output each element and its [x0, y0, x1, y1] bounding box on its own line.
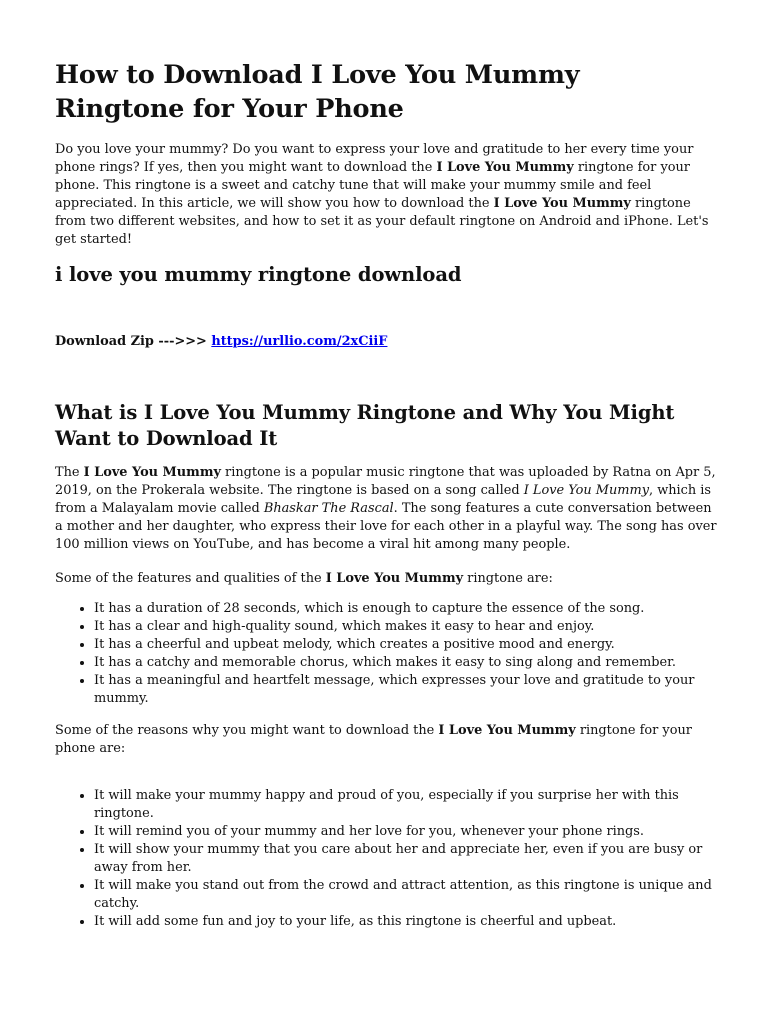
what-is-heading: What is I Love You Mummy Ringtone and Why You Might Want to Download It	[55, 401, 675, 450]
reasons-list	[55, 787, 717, 931]
desc-text-3: , which is from a Malayalam movie called	[55, 483, 712, 516]
intro-text-2: ringtone for your phone. This ringtone is a sweet and catchy tune that will make your mummy smile and feel appreciated. In this article, we will show you how to download the	[55, 160, 690, 211]
features-intro-text-1: Some of the features and qualities of the	[55, 571, 326, 586]
reasons-intro-text-2: ringtone for your phone are:	[55, 723, 692, 756]
reasons-intro-bold: I Love You Mummy	[438, 723, 576, 738]
features-intro-bold: I Love You Mummy	[325, 571, 464, 586]
list-item: • It has a clear and high-quality sound, which makes it easy to hear and enjoy.	[94, 618, 717, 636]
list-item: • It has a catchy and memorable chorus, which makes it easy to sing along and remember.	[94, 654, 717, 672]
intro-text-1: Do you love your mummy? Do you want to express your love and gratitude to her every time your phone rings? If yes, then you might want to download the	[55, 142, 694, 175]
desc-italic-1: I Love You Mummy	[523, 483, 650, 498]
features-intro-text-2: ringtone are:	[463, 571, 553, 586]
reasons-intro	[55, 722, 717, 758]
article	[55, 58, 717, 931]
list-item: • It has a cheerful and upbeat melody, which creates a positive mood and energy.	[94, 636, 717, 654]
list-item: • It has a meaningful and heartfelt message, which expresses your love and gratitude to your mummy.	[94, 672, 717, 708]
list-item: • It has a duration of 28 seconds, which is enough to capture the essence of the song.	[94, 600, 717, 618]
list-item: • It will show your mummy that you care about her and appreciate her, even if you are busy or away from her.	[94, 841, 717, 877]
desc-text-4: . The song features a cute conversation between a mother and her daughter, who express their love for each other in a playful way. The song has over 100 million views on YouTube, and has become a viral hit among many people.	[55, 501, 717, 552]
list-item: • It will make you stand out from the crowd and attract attention, as this ringtone is unique and catchy.	[94, 877, 717, 913]
page-title: How to Download I Love You Mummy Ringtone for Your Phone	[55, 60, 580, 124]
download-label: Download Zip --->>>	[55, 334, 212, 349]
download-link[interactable]: https://urllio.com/2xCiiF	[211, 334, 388, 349]
desc-italic-2: Bhaskar The Rascal	[263, 501, 394, 516]
list-item: • It will remind you of your mummy and her love for you, whenever your phone rings.	[94, 823, 717, 841]
intro-text-3: ringtone from two different websites, and how to set it as your default ringtone on Android and iPhone. Let's get started!	[55, 196, 709, 247]
description-paragraph	[55, 464, 717, 554]
ringtone-download-heading: i love you mummy ringtone download	[55, 263, 462, 286]
download-line	[55, 333, 717, 351]
intro-paragraph	[55, 141, 717, 249]
features-intro	[55, 570, 717, 588]
list-item: • It will make your mummy happy and proud of you, especially if you surprise her with this ringtone.	[94, 787, 717, 823]
desc-text-1: The	[55, 465, 84, 480]
intro-bold-1: I Love You Mummy	[436, 160, 574, 175]
reasons-intro-text-1: Some of the reasons why you might want to download the	[55, 723, 439, 738]
desc-bold-1: I Love You Mummy	[83, 465, 221, 480]
list-item: • It will add some fun and joy to your life, as this ringtone is cheerful and upbeat.	[94, 913, 717, 931]
features-list	[55, 600, 717, 708]
desc-text-2: ringtone is a popular music ringtone that was uploaded by Ratna on Apr 5, 2019, on the Prokerala website. The ringtone is based on a song called	[55, 465, 716, 498]
intro-bold-2: I Love You Mummy	[493, 196, 631, 211]
